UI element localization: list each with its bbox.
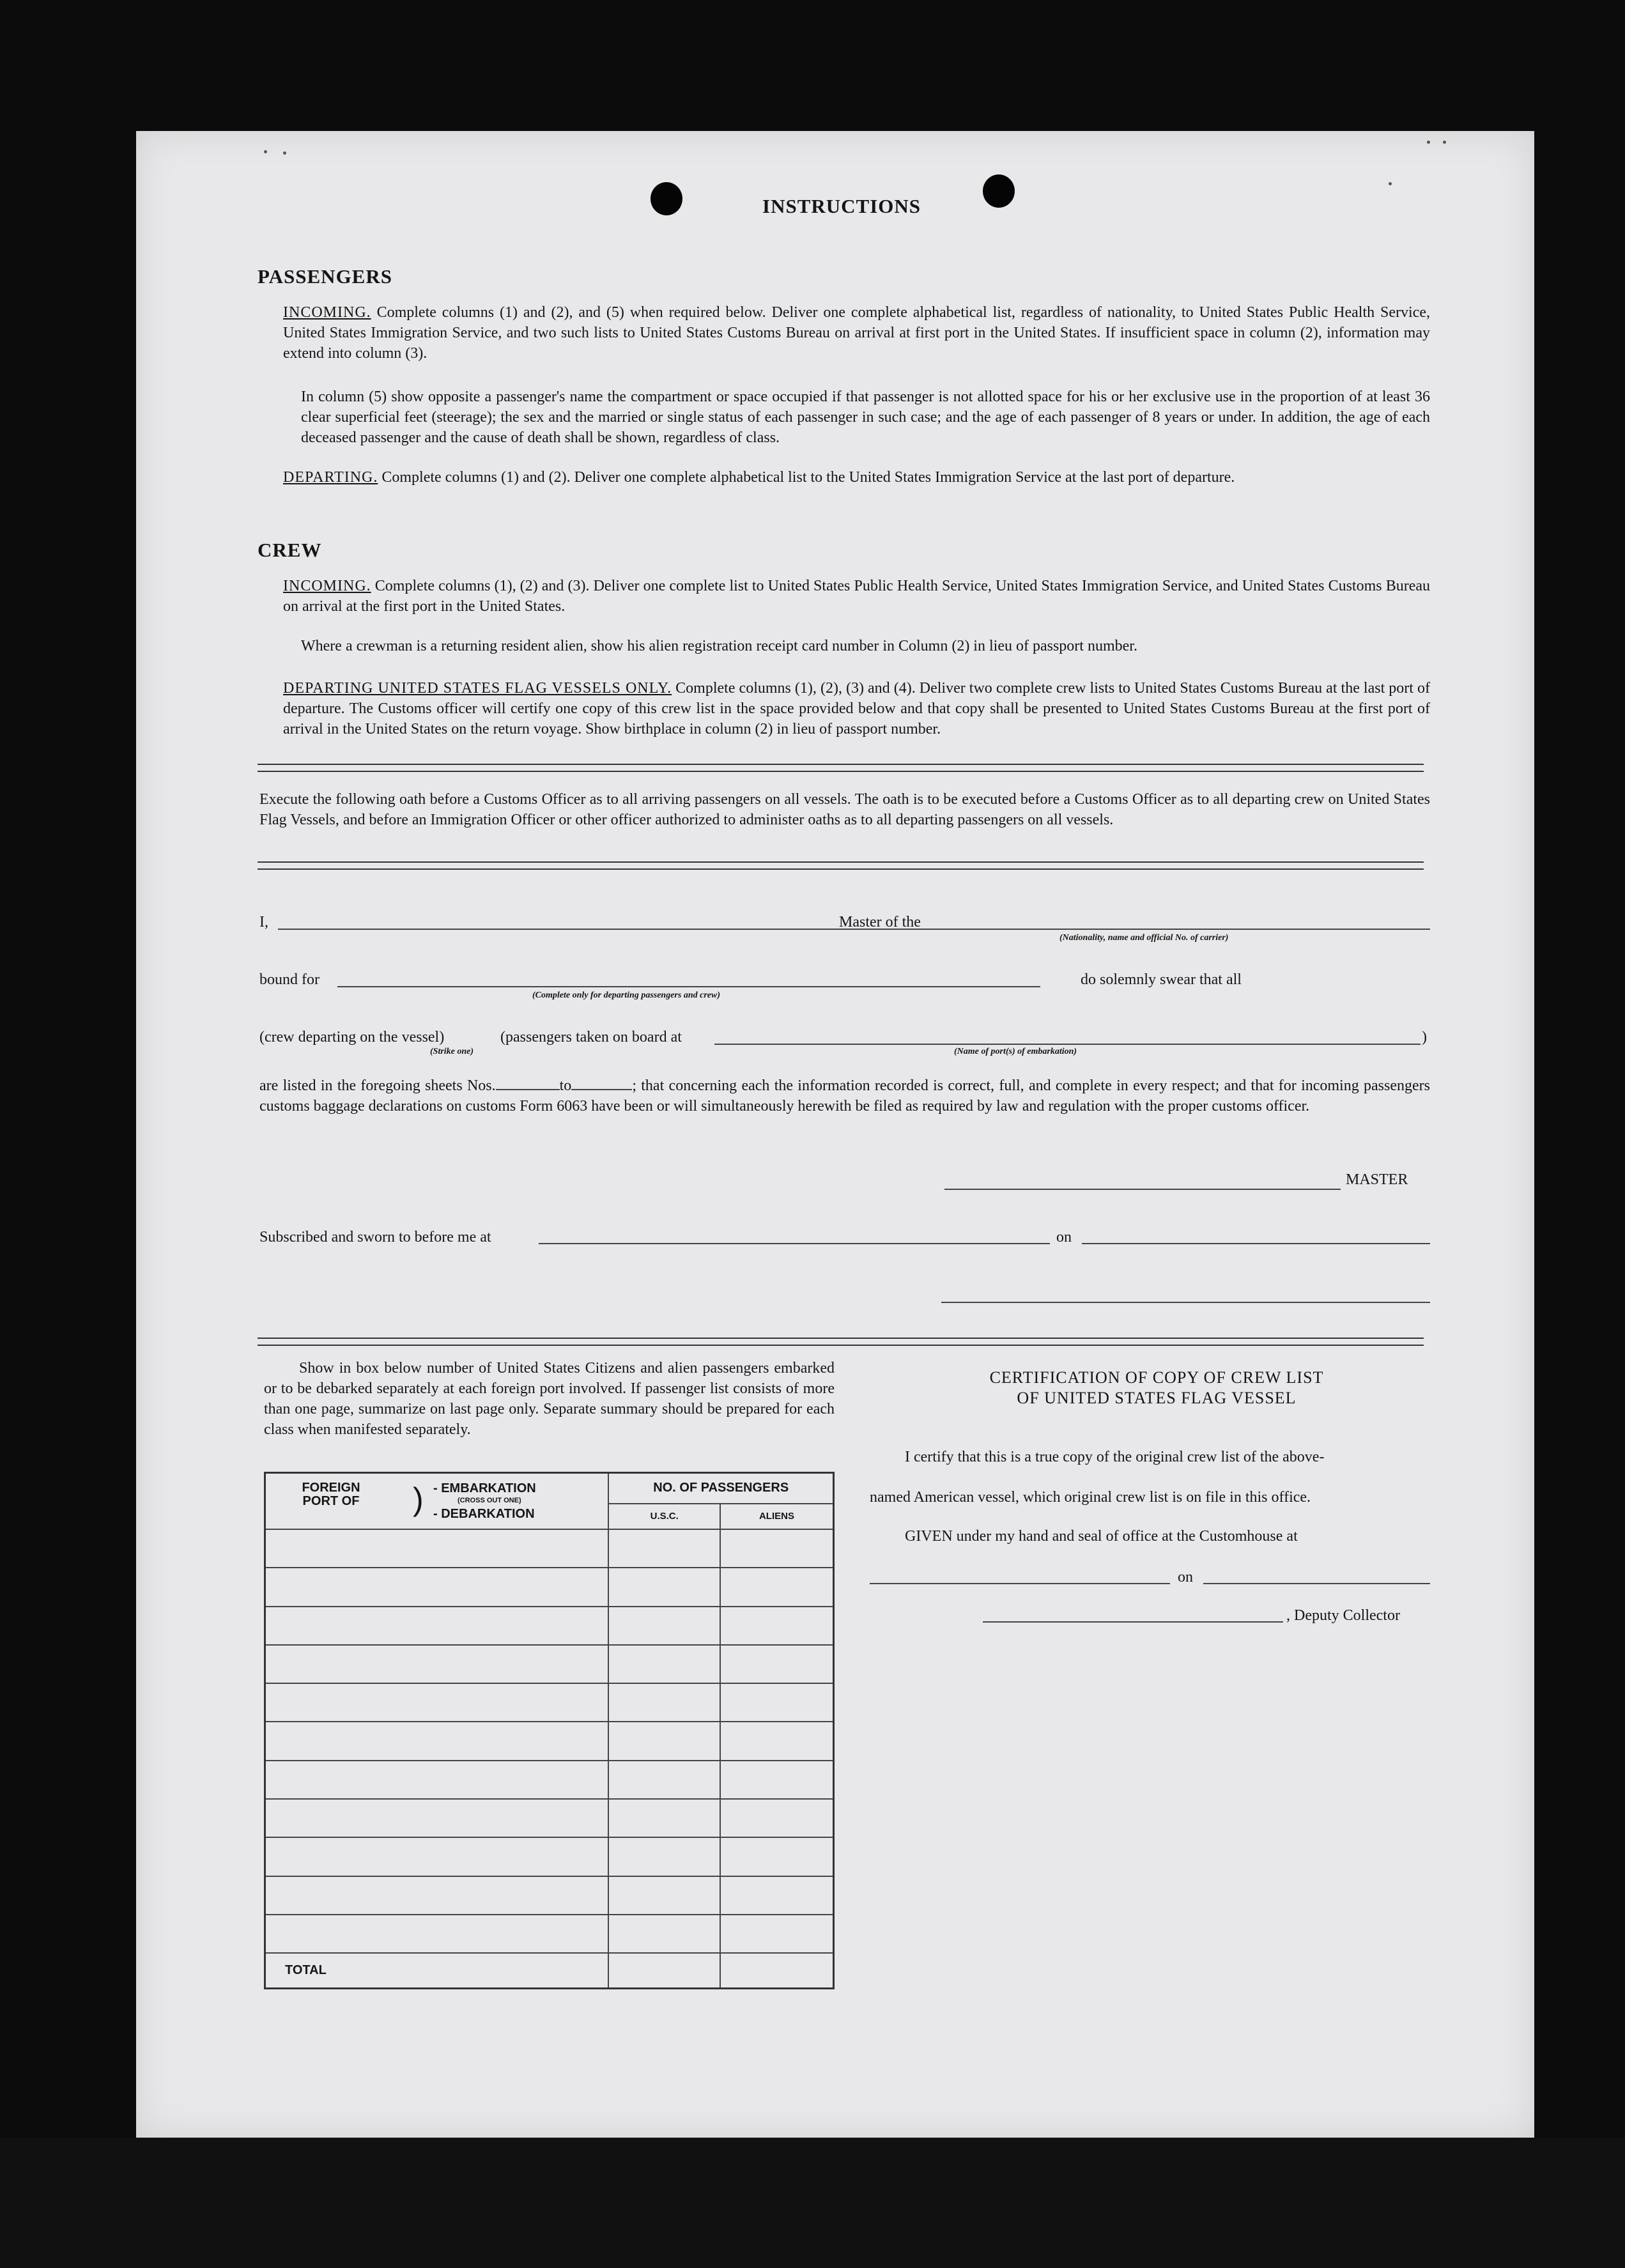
sheet-to-field[interactable] bbox=[571, 1077, 632, 1090]
table-row bbox=[265, 1607, 834, 1645]
table-row bbox=[265, 1837, 834, 1876]
certification-date-field[interactable] bbox=[1203, 1583, 1430, 1584]
master-of-the-label: Master of the bbox=[839, 914, 921, 930]
table-row bbox=[265, 1683, 834, 1722]
port-embarkation-field[interactable] bbox=[714, 1044, 1421, 1045]
usc-cell[interactable] bbox=[608, 1529, 720, 1568]
scan-border-bottom bbox=[0, 2138, 1625, 2268]
aliens-cell[interactable] bbox=[720, 1876, 834, 1915]
bracket-glyph: ) bbox=[413, 1481, 424, 1517]
table-row bbox=[265, 1529, 834, 1568]
table-row bbox=[265, 1915, 834, 1953]
crew-heading: CREW bbox=[258, 539, 322, 561]
certification-title bbox=[955, 1368, 1358, 1408]
usc-cell[interactable] bbox=[608, 1683, 720, 1722]
oath-rest-text: ; that concerning each the information recorded is correct, full, and complete in every respect; and that for incoming passengers customs baggage declarations on customs Form 6063 have been or will simultaneously herewith be filed as required by law and regulation with the proper customs officer. bbox=[259, 1077, 1430, 1115]
oath-instruction: Execute the following oath before a Customs Officer as to all arriving passengers on all vessels. The oath is to be executed before a Customs Officer as to all departing crew on United States Flag Vessels, and before an Immigration Officer or other officer authorized to administer oaths as to all departing passengers on all vessels. bbox=[259, 791, 1430, 828]
port-cell[interactable] bbox=[265, 1722, 609, 1760]
passenger-summary-table bbox=[264, 1472, 835, 1989]
usc-cell[interactable] bbox=[608, 1645, 720, 1683]
swear-label: do solemnly swear that all bbox=[1081, 971, 1242, 988]
embarkation-option[interactable]: - EMBARKATION bbox=[433, 1481, 536, 1495]
total-label: TOTAL bbox=[285, 1963, 327, 1978]
master-signature-field[interactable] bbox=[944, 1189, 1341, 1190]
total-label-cell bbox=[265, 1953, 609, 1988]
listed-in-label: are listed in the foregoing sheets Nos. bbox=[259, 1077, 496, 1094]
subscribed-on-label: on bbox=[1056, 1229, 1072, 1246]
port-cell[interactable] bbox=[265, 1645, 609, 1683]
port-cell[interactable] bbox=[265, 1837, 609, 1876]
table-row bbox=[265, 1761, 834, 1799]
aliens-cell[interactable] bbox=[720, 1645, 834, 1683]
instructions-title: INSTRUCTIONS bbox=[762, 195, 921, 217]
aliens-cell[interactable] bbox=[720, 1607, 834, 1645]
total-aliens-cell[interactable] bbox=[720, 1953, 834, 1988]
crew-departing-option[interactable]: (crew departing on the vessel) bbox=[259, 1029, 445, 1045]
passengers-departing-text: Complete columns (1) and (2). Deliver one complete alphabetical list to the United States Immigration Service at the last port of departure. bbox=[381, 469, 1235, 486]
named-vessel-text: named American vessel, which original crew list is on file in this office. bbox=[870, 1489, 1311, 1506]
crew-incoming-paragraph bbox=[283, 576, 1430, 617]
bound-for-caption: (Complete only for departing passengers and crew) bbox=[532, 991, 720, 1000]
close-paren: ) bbox=[1422, 1029, 1427, 1045]
passengers-incoming-lead: INCOMING. bbox=[283, 304, 371, 321]
document-page bbox=[136, 131, 1534, 2138]
certification-on-label: on bbox=[1178, 1569, 1193, 1585]
passengers-departing-paragraph bbox=[283, 467, 1430, 488]
bound-for-label: bound for bbox=[259, 971, 320, 988]
oath-listed-paragraph bbox=[259, 1076, 1430, 1116]
customhouse-field[interactable] bbox=[870, 1583, 1170, 1584]
passengers-taken-option[interactable]: (passengers taken on board at bbox=[500, 1029, 682, 1045]
punch-hole-left bbox=[651, 182, 682, 215]
usc-cell[interactable] bbox=[608, 1722, 720, 1760]
port-cell[interactable] bbox=[265, 1915, 609, 1953]
carrier-caption: (Nationality, name and official No. of carrier) bbox=[1059, 933, 1229, 943]
officer-signature-field[interactable] bbox=[941, 1302, 1430, 1303]
crew-departing-lead: DEPARTING UNITED STATES FLAG VESSELS ONLY. bbox=[283, 680, 672, 697]
subscribed-label: Subscribed and sworn to before me at bbox=[259, 1229, 491, 1246]
punch-hole-right bbox=[983, 174, 1015, 208]
total-usc-cell[interactable] bbox=[608, 1953, 720, 1988]
scan-speck bbox=[1389, 182, 1392, 185]
aliens-cell[interactable] bbox=[720, 1837, 834, 1876]
summary-instruction: Show in box below number of United States Citizens and alien passengers embarked or to be debarked separately at each foreign port involved. If passenger list consists of more than one page, summarize on last page only. Separate summary should be prepared for each class when manifested separately. bbox=[264, 1360, 835, 1438]
usc-header: U.S.C. bbox=[608, 1504, 720, 1529]
aliens-cell[interactable] bbox=[720, 1568, 834, 1606]
certify-text: I certify that this is a true copy of the original crew list of the above- bbox=[905, 1449, 1325, 1465]
strike-one-caption: (Strike one) bbox=[430, 1047, 474, 1056]
table-row bbox=[265, 1645, 834, 1683]
passengers-incoming-text: Complete columns (1) and (2), and (5) when required below. Deliver one complete alphabetical list, regardless of nationality, to United States Public Health Service, United States Immigration Service, and two such lists to United States Customs Bureau on arrival at first port in the United States. If insufficient space in column (2), information may extend into column (3). bbox=[283, 304, 1431, 362]
aliens-header: ALIENS bbox=[720, 1504, 834, 1529]
crew-resident-paragraph: Where a crewman is a returning resident alien, show his alien registration receipt card number in Column (2) in lieu of passport number. bbox=[301, 638, 1137, 654]
aliens-cell[interactable] bbox=[720, 1683, 834, 1722]
crew-departing-text: Complete columns (1), (2), (3) and (4). Deliver two complete crew lists to United States Customs Bureau at the last port of departure. The Customs officer will certify one copy of this crew list in the space provided below and that copy shall be presented to United States Customs Bureau at the first port of arrival in the United States on the return voyage. Show birthplace in column (2) in lieu of passport number. bbox=[283, 680, 1431, 737]
crew-departing-paragraph bbox=[283, 678, 1430, 739]
given-text: GIVEN under my hand and seal of office at the Customhouse at bbox=[905, 1528, 1298, 1545]
port-cell[interactable] bbox=[265, 1568, 609, 1606]
scan-speck bbox=[283, 151, 286, 155]
scan-speck bbox=[1443, 141, 1446, 144]
table-row bbox=[265, 1722, 834, 1760]
usc-cell[interactable] bbox=[608, 1876, 720, 1915]
usc-cell[interactable] bbox=[608, 1915, 720, 1953]
usc-cell[interactable] bbox=[608, 1607, 720, 1645]
scan-speck bbox=[1427, 141, 1430, 144]
debarkation-option[interactable]: - DEBARKATION bbox=[433, 1507, 535, 1521]
table-row bbox=[265, 1876, 834, 1915]
port-caption: (Name of port(s) of embarkation) bbox=[954, 1047, 1077, 1056]
bound-for-field[interactable] bbox=[337, 986, 1040, 987]
port-cell[interactable] bbox=[265, 1683, 609, 1722]
crew-incoming-text: Complete columns (1), (2) and (3). Deliver one complete list to United States Public Health Service, United States Immigration Service, and United States Customs Bureau on arrival at the first port in the United States. bbox=[283, 578, 1430, 615]
port-header-cell bbox=[265, 1473, 609, 1529]
cross-out-caption: (CROSS OUT ONE) bbox=[458, 1497, 521, 1504]
to-label: to bbox=[559, 1077, 572, 1094]
port-cell[interactable] bbox=[265, 1876, 609, 1915]
usc-cell[interactable] bbox=[608, 1761, 720, 1799]
port-cell[interactable] bbox=[265, 1761, 609, 1799]
crew-incoming-lead: INCOMING. bbox=[283, 578, 371, 594]
aliens-cell[interactable] bbox=[720, 1799, 834, 1837]
double-rule bbox=[258, 861, 1424, 870]
usc-cell[interactable] bbox=[608, 1568, 720, 1606]
double-rule bbox=[258, 1338, 1424, 1346]
table-row bbox=[265, 1568, 834, 1606]
usc-cell[interactable] bbox=[608, 1837, 720, 1876]
carrier-field[interactable] bbox=[941, 929, 1430, 930]
port-cell[interactable] bbox=[265, 1607, 609, 1645]
subscribed-place-field[interactable] bbox=[539, 1243, 1050, 1244]
no-of-passengers-header: NO. OF PASSENGERS bbox=[608, 1473, 833, 1504]
passengers-heading: PASSENGERS bbox=[258, 265, 392, 288]
aliens-cell[interactable] bbox=[720, 1529, 834, 1568]
aliens-cell[interactable] bbox=[720, 1915, 834, 1953]
foreign-port-of-header: FOREIGN PORT OF bbox=[302, 1481, 360, 1508]
port-cell[interactable] bbox=[265, 1529, 609, 1568]
passengers-column5-paragraph: In column (5) show opposite a passenger's name the compartment or space occupied if that passenger is not allotted space for his or her exclusive use in the proportion of at least 36 clear superficial feet (steerage); the sex and the married or single status of each passenger in such case; and the age of each passenger of 8 years or under. In addition, the age of each deceased passenger and the cause of death shall be shown, regardless of class. bbox=[301, 389, 1430, 446]
oath-i-label: I, bbox=[259, 914, 268, 930]
port-cell[interactable] bbox=[265, 1799, 609, 1837]
master-label: MASTER bbox=[1346, 1171, 1408, 1188]
double-rule bbox=[258, 764, 1424, 772]
usc-cell[interactable] bbox=[608, 1799, 720, 1837]
subscribed-date-field[interactable] bbox=[1082, 1243, 1430, 1244]
sheet-from-field[interactable] bbox=[496, 1077, 560, 1090]
passengers-departing-lead: DEPARTING. bbox=[283, 469, 378, 486]
aliens-cell[interactable] bbox=[720, 1722, 834, 1760]
certification-title-line1: CERTIFICATION OF COPY OF CREW LIST bbox=[989, 1368, 1324, 1387]
deputy-collector-label: , Deputy Collector bbox=[1286, 1607, 1400, 1624]
scan-speck bbox=[264, 150, 267, 153]
deputy-signature-field[interactable] bbox=[983, 1621, 1283, 1623]
certification-title-line2: OF UNITED STATES FLAG VESSEL bbox=[1017, 1389, 1297, 1407]
aliens-cell[interactable] bbox=[720, 1761, 834, 1799]
table-row bbox=[265, 1799, 834, 1837]
passengers-incoming-paragraph bbox=[283, 302, 1430, 364]
